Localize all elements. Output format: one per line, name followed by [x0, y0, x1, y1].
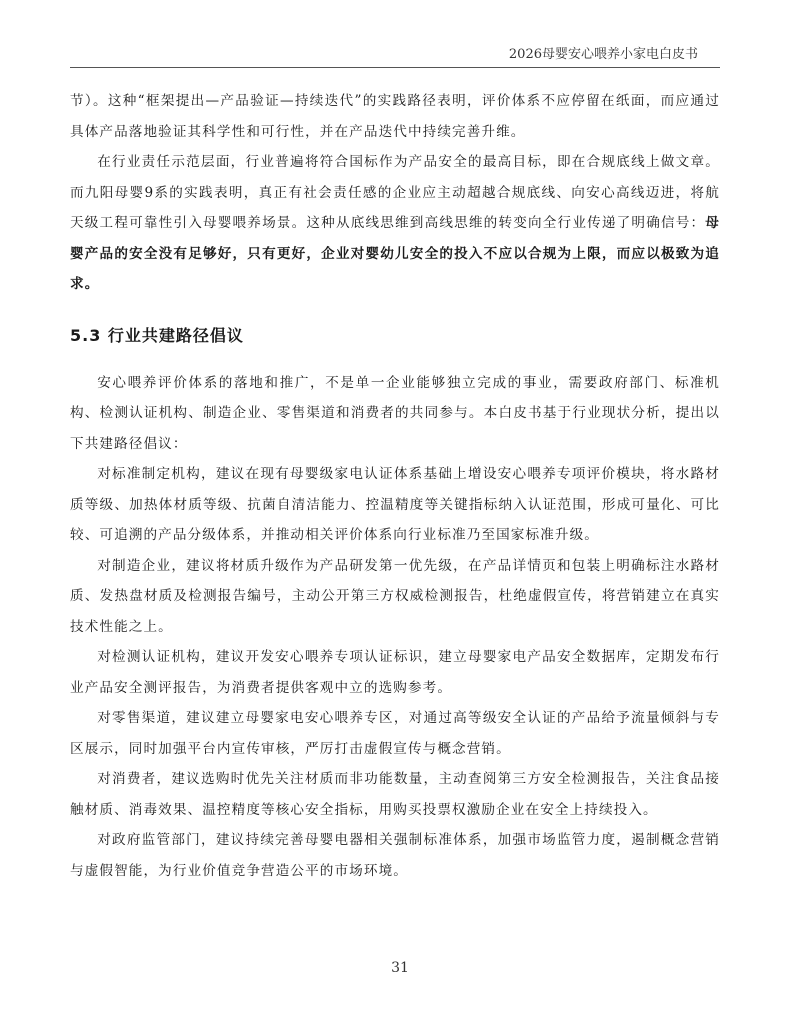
section-heading: 5.3 行业共建路径倡议: [70, 325, 244, 345]
page-number: 31: [391, 960, 409, 976]
header-title: 2026母婴安心喂养小家电白皮书: [508, 47, 698, 62]
paragraph: 对检测认证机构，建议开发安心喂养专项认证标识，建立母婴家电产品安全数据库，定期发布行业产品安全测评报告，为消费者提供客观中立的选购参考。: [70, 649, 720, 696]
paragraph: [70, 147, 720, 300]
paragraph: 节）。这种“框架提出—产品验证—持续迭代”的实践路径表明，评价体系不应停留在纸面，而应通过具体产品落地验证其科学性和可行性，并在产品迭代中持续完善升维。: [70, 93, 720, 140]
paragraph-text: 在行业责任示范层面，行业普遍将符合国标作为产品安全的最高目标，即在合规底线上做文章。而九阳母婴9系的实践表明，真正有社会责任感的企业应主动超越合规底线、向安心高线迈进，将航天级工程可靠性引入母婴喂养场景。这种从底线思维到高线思维的转变向全行业传递了明确信号：: [70, 154, 720, 231]
header-rule: [70, 67, 720, 68]
emphasis-text: 母婴产品的安全没有足够好，只有更好，企业对婴幼儿安全的投入不应以合规为上限，而应以极致为追求。: [70, 215, 720, 292]
paragraph: 对政府监管部门，建议持续完善母婴电器相关强制标准体系，加强市场监管力度，遏制概念营销与虚假智能，为行业价值竞争营造公平的市场环境。: [70, 832, 720, 879]
document-body: [70, 86, 720, 886]
paragraph: 安心喂养评价体系的落地和推广，不是单一企业能够独立完成的事业，需要政府部门、标准机构、检测认证机构、制造企业、零售渠道和消费者的共同参与。本白皮书基于行业现状分析，提出以下共建路径倡议：: [70, 374, 720, 452]
paragraph: 对制造企业，建议将材质升级作为产品研发第一优先级，在产品详情页和包装上明确标注水路材质、发热盘材质及检测报告编号，主动公开第三方权威检测报告，杜绝虚假宣传，将营销建立在真实技术性能之上。: [70, 557, 720, 635]
paragraph: 对标准制定机构，建议在现有母婴级家电认证体系基础上增设安心喂养专项评价模块，将水路材质等级、加热体材质等级、抗菌自清洁能力、控温精度等关键指标纳入认证范围，形成可量化、可比较、可追溯的产品分级体系，并推动相关评价体系向行业标准乃至国家标准升级。: [70, 466, 720, 543]
paragraph: 对零售渠道，建议建立母婴家电安心喂养专区，对通过高等级安全认证的产品给予流量倾斜与专区展示，同时加强平台内宣传审核，严厉打击虚假宣传与概念营销。: [70, 710, 720, 757]
paragraph: 对消费者，建议选购时优先关注材质而非功能数量，主动查阅第三方安全检测报告，关注食品接触材质、消毒效果、温控精度等核心安全指标，用购买投票权激励企业在安全上持续投入。: [70, 771, 720, 818]
